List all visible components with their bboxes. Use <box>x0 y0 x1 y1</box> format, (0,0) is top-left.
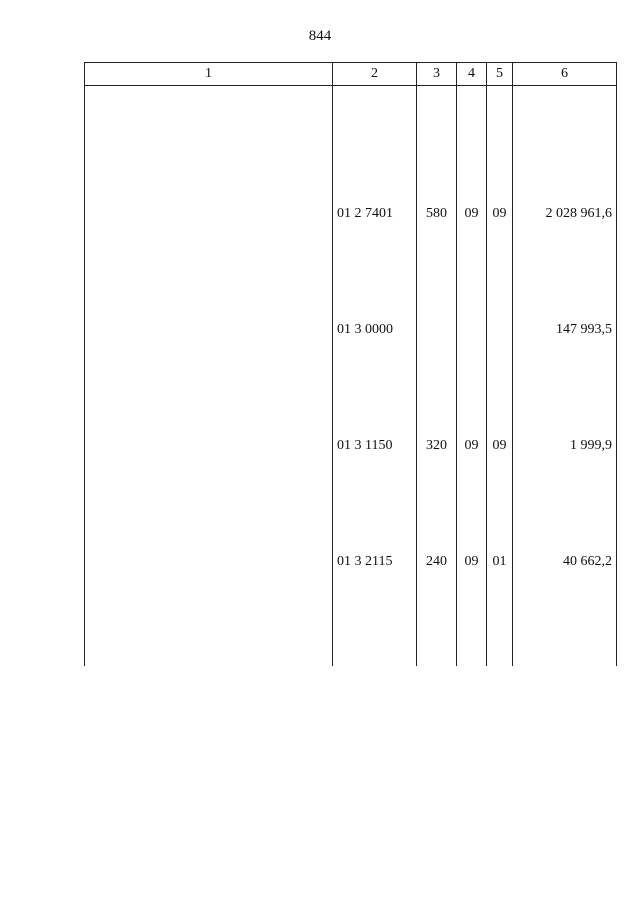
row-amount: 2 028 961,6 <box>513 202 617 318</box>
table-row <box>85 86 617 203</box>
table-row <box>85 550 617 666</box>
budget-table-header <box>85 63 617 86</box>
row-code: 01 3 2115 <box>333 550 417 666</box>
row-section: 09 <box>457 202 487 318</box>
row-section: 09 <box>457 550 487 666</box>
row-description <box>85 550 333 666</box>
row-expense-type: 320 <box>417 434 457 550</box>
row-expense-type: 240 <box>417 550 457 666</box>
row-code: 01 3 1150 <box>333 434 417 550</box>
row-amount <box>513 86 617 203</box>
column-header: 1 <box>85 63 333 86</box>
row-subsection <box>487 318 513 434</box>
row-section: 09 <box>457 434 487 550</box>
row-code <box>333 86 417 203</box>
table-row <box>85 202 617 318</box>
column-header: 4 <box>457 63 487 86</box>
row-code: 01 3 0000 <box>333 318 417 434</box>
row-amount: 147 993,5 <box>513 318 617 434</box>
table-row <box>85 318 617 434</box>
column-header: 2 <box>333 63 417 86</box>
page-number: 844 <box>308 28 332 44</box>
row-expense-type: 580 <box>417 202 457 318</box>
column-header: 5 <box>487 63 513 86</box>
row-code: 01 2 7401 <box>333 202 417 318</box>
row-amount: 1 999,9 <box>513 434 617 550</box>
row-subsection: 09 <box>487 434 513 550</box>
row-subsection <box>487 86 513 203</box>
column-header: 3 <box>417 63 457 86</box>
table-row <box>85 434 617 550</box>
row-expense-type <box>417 318 457 434</box>
row-description <box>85 318 333 434</box>
row-expense-type <box>417 86 457 203</box>
row-description <box>85 434 333 550</box>
row-description <box>85 202 333 318</box>
row-subsection: 09 <box>487 202 513 318</box>
row-section <box>457 318 487 434</box>
row-amount: 40 662,2 <box>513 550 617 666</box>
row-description <box>85 86 333 203</box>
column-header: 6 <box>513 63 617 86</box>
row-section <box>457 86 487 203</box>
row-subsection: 01 <box>487 550 513 666</box>
budget-table <box>84 62 617 666</box>
